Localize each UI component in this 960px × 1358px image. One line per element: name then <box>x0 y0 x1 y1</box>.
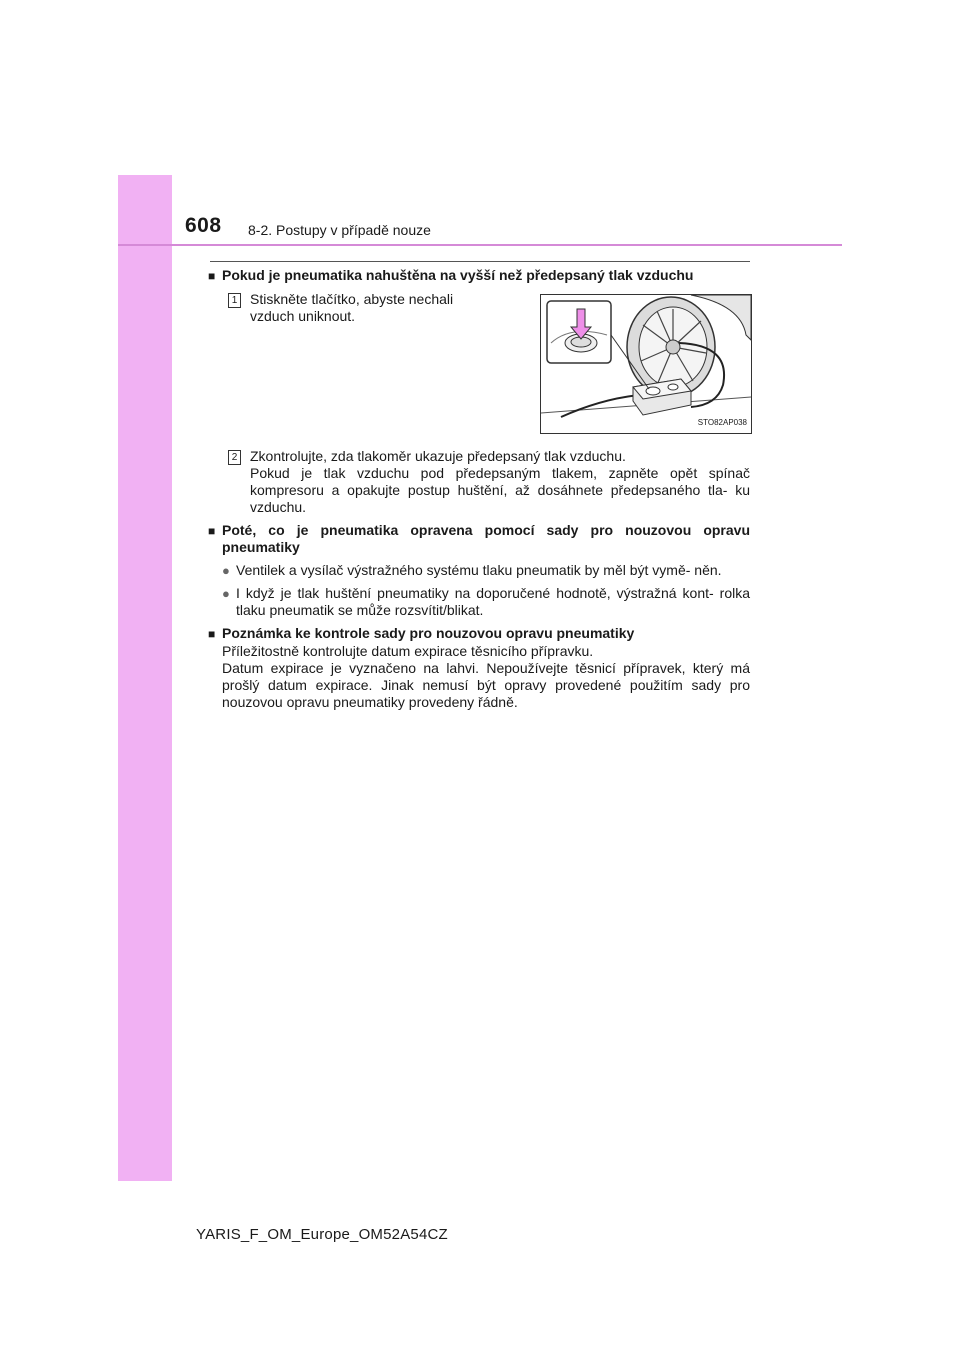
step-1 <box>208 291 750 434</box>
step-2-line-1: Zkontrolujte, zda tlakoměr ukazuje předepsaný tlak vzduchu. <box>250 448 626 464</box>
side-thumb-band <box>118 175 172 1181</box>
step-number-box: 2 <box>228 450 241 465</box>
step-number-box: 1 <box>228 293 241 308</box>
step-1-text: Stiskněte tlačítko, abyste nechali vzduch uniknout. <box>250 291 454 324</box>
tire-compressor-illustration <box>541 295 751 433</box>
circle-bullet-icon: ● <box>222 586 230 601</box>
section-heading-after-repair <box>208 522 750 556</box>
list-item-text: I když je tlak huštění pneumatiky na doporučené hodnotě, výstražná kont- rolka tlaku pneumatik se může rozsvítit/blikat. <box>236 585 750 618</box>
square-bullet-icon: ■ <box>208 269 216 283</box>
circle-bullet-icon: ● <box>222 563 230 578</box>
header-rule <box>118 244 842 246</box>
heading-text: Poznámka ke kontrole sady pro nouzovou opravu pneumatiky <box>222 625 635 641</box>
note-paragraph-2: Datum expirace je vyznačeno na lahvi. Nepoužívejte těsnicí přípravek, který má prošlý datum expirace. Jinak nemusí být opravy provedené použitím sady pro nouzovou opravu pneumatiky provedeny řádně. <box>222 660 750 710</box>
step-2-line-2: Pokud je tlak vzduchu pod předepsaným tlakem, zapněte opět spínač kompresoru a opakujte postup huštění, až dosáhnete předepsaného tla- ku vzduchu. <box>250 465 750 515</box>
figure-code: STO82AP038 <box>697 418 747 427</box>
list-item-text: Ventilek a vysílač výstražného systému tlaku pneumatik by měl být vymě- něn. <box>236 562 722 578</box>
heading-text: Pokud je pneumatika nahuštěna na vyšší než předepsaný tlak vzduchu <box>222 267 694 283</box>
square-bullet-icon: ■ <box>208 524 216 538</box>
document-code: YARIS_F_OM_Europe_OM52A54CZ <box>196 1226 448 1243</box>
square-bullet-icon: ■ <box>208 627 216 641</box>
section-heading-kit-note <box>208 625 750 643</box>
section-heading-overinflated <box>208 267 750 285</box>
illustration-deflate-tire <box>540 294 752 434</box>
step-2-text <box>250 448 750 516</box>
page-content <box>208 267 750 711</box>
note-paragraph-1: Příležitostně kontrolujte datum expirace těsnicího přípravku. <box>222 643 594 659</box>
list-item <box>208 585 750 619</box>
heading-text: Poté, co je pneumatika opravena pomocí sady pro nouzovou opravu pneumatiky <box>222 522 750 555</box>
step-2 <box>208 448 750 516</box>
list-item <box>208 562 750 579</box>
section-title: 8-2. Postupy v případě nouze <box>248 222 431 238</box>
page-number: 608 <box>185 214 222 237</box>
content-rule <box>210 261 750 262</box>
